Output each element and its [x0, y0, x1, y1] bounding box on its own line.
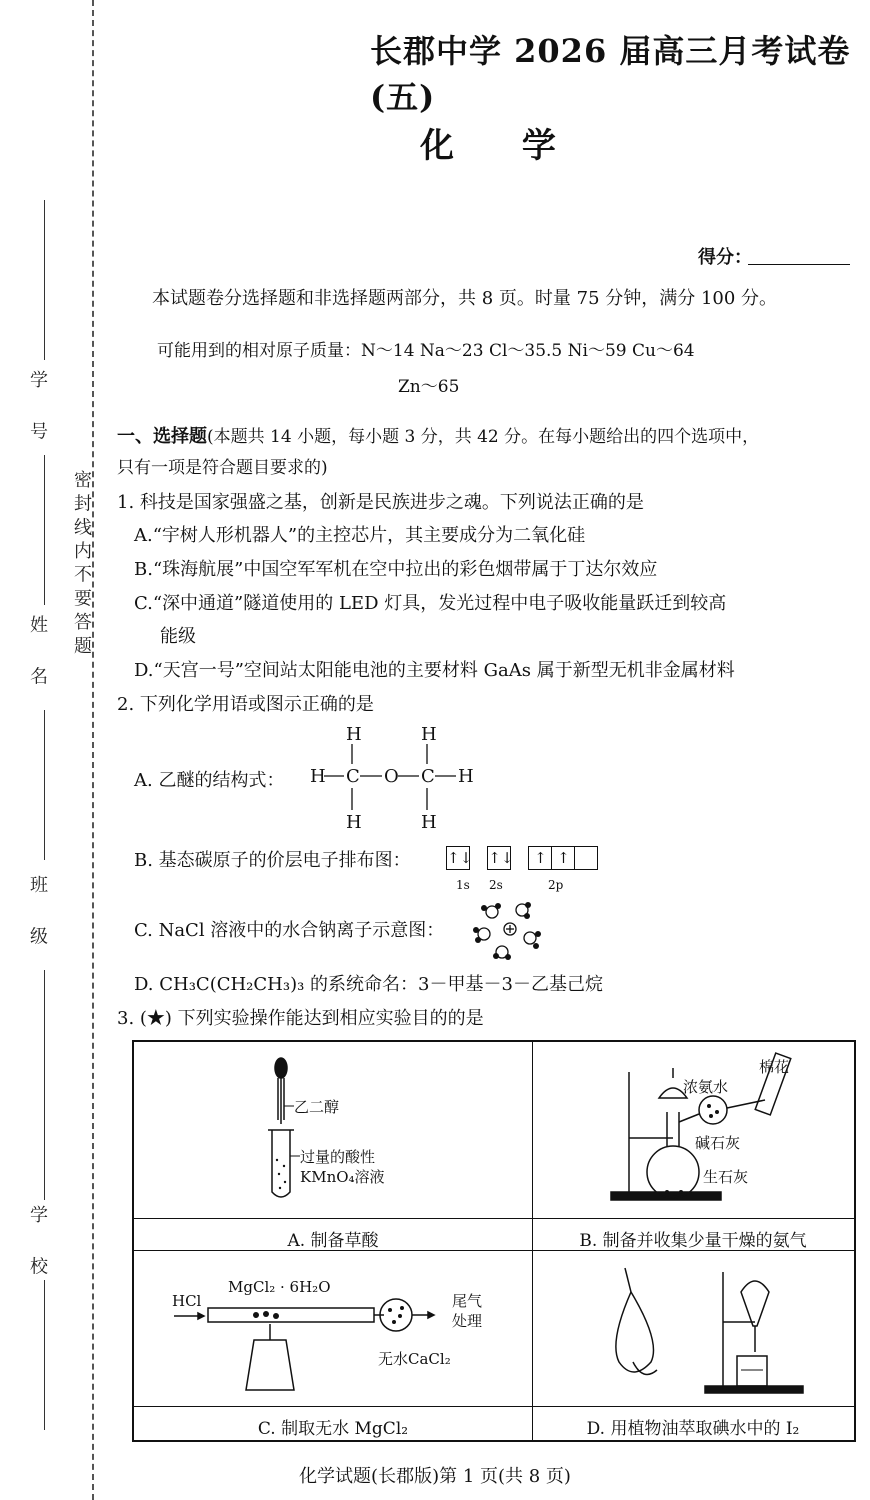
- name-field-line-2: [44, 710, 45, 860]
- q1-option-a: A.“宇树人形机器人”的主控芯片，其主要成分为二氧化硅: [134, 525, 586, 546]
- apparatus-c: [134, 1252, 532, 1404]
- h-left: H: [310, 766, 326, 787]
- score-blank[interactable]: [748, 264, 850, 265]
- orbital-label-1s: 1s: [456, 878, 470, 892]
- label-tail-gas: 尾气: [452, 1292, 483, 1310]
- intro-line-1: 本试题卷分选择题和非选择题两部分，共 8 页。时量 75 分钟，满分 100 分。: [152, 288, 778, 309]
- c-right: C: [421, 766, 435, 787]
- section-desc-2: 只有一项是符合题目要求的): [117, 458, 328, 478]
- seal-warning: 密 封 线 内 不 要 答 题: [71, 470, 92, 655]
- intro-line-3: Zn～65: [398, 377, 460, 397]
- field-school: 学 校: [27, 1205, 48, 1289]
- h-bottom-1: H: [346, 812, 362, 833]
- page-footer: 化学试题(长郡版)第 1 页(共 8 页): [299, 1466, 571, 1487]
- q2-option-b: B. 基态碳原子的价层电子排布图：: [134, 850, 411, 871]
- label-cotton: 棉花: [759, 1058, 790, 1076]
- q2-option-d: D. CH₃C(CH₂CH₃)₃ 的系统命名：3－甲基－3－乙基己烷: [134, 974, 603, 995]
- apparatus-d: [533, 1252, 853, 1404]
- caption-c: C. 制取无水 MgCl₂: [257, 1419, 409, 1439]
- label-conc-ammonia: 浓氨水: [683, 1078, 729, 1096]
- h-right: H: [458, 766, 474, 787]
- water-molecule-4: [524, 932, 536, 944]
- label-excess-acidic: 过量的酸性: [300, 1148, 376, 1166]
- school-field-line: [44, 1280, 45, 1430]
- h-bottom-2: H: [421, 812, 437, 833]
- orbital-2p-2: ↑: [551, 846, 575, 870]
- hydrated-sodium-ion-diagram: [470, 898, 550, 960]
- orbital-diagram: [446, 846, 597, 870]
- section-heading: 一、选择题: [117, 426, 207, 447]
- binding-dashed-line: [92, 0, 94, 1500]
- subject-title: 化 学: [420, 126, 584, 166]
- h-top-2: H: [421, 724, 437, 745]
- table-divider-3: [134, 1406, 854, 1407]
- label-quicklime: 生石灰: [703, 1168, 749, 1186]
- h-top-1: H: [346, 724, 362, 745]
- q3-stem: 3. (★) 下列实验操作能达到相应实验目的的是: [117, 1008, 484, 1029]
- q1-option-c-line2: 能级: [160, 626, 196, 647]
- orbital-label-2p: 2p: [548, 878, 564, 892]
- q2-option-a: A. 乙醚的结构式：: [134, 770, 285, 791]
- q1-option-c-line1: C.“深中通道”隧道使用的 LED 灯具，发光过程中电子吸收能量跃迁到较高: [134, 593, 727, 614]
- orbital-label-2s: 2s: [489, 878, 503, 892]
- orbital-1s: ↑↓: [446, 846, 470, 870]
- q1-option-d: D.“天宫一号”空间站太阳能电池的主要材料 GaAs 属于新型无机非金属材料: [134, 660, 735, 681]
- apparatus-a: [134, 1042, 532, 1218]
- orbital-2p-1: ↑: [528, 846, 552, 870]
- label-mgcl2-hydrate: MgCl₂ · 6H₂O: [228, 1278, 331, 1296]
- q1-stem: 1. 科技是国家强盛之基，创新是民族进步之魂。下列说法正确的是: [117, 492, 644, 513]
- label-hcl: HCl: [172, 1292, 202, 1310]
- field-name: 姓 名: [27, 615, 48, 699]
- table-divider-1: [134, 1218, 854, 1219]
- section-heading-line: [117, 424, 759, 450]
- o-center: O: [384, 766, 399, 787]
- q2-option-c: C. NaCl 溶液中的水合钠离子示意图：: [134, 920, 445, 941]
- experiment-table: [132, 1040, 856, 1442]
- label-kmno4: KMnO₄溶液: [300, 1168, 385, 1186]
- score-label: 得分：: [698, 247, 752, 268]
- label-treatment: 处理: [452, 1312, 483, 1330]
- id-field-line: [44, 200, 45, 360]
- name-field-line-1: [44, 455, 45, 605]
- caption-d: D. 用植物油萃取碘水中的 I₂: [586, 1419, 800, 1439]
- label-soda-lime: 碱石灰: [695, 1134, 741, 1152]
- apparatus-b: [533, 1042, 853, 1218]
- caption-b: B. 制备并收集少量干燥的氨气: [579, 1231, 807, 1251]
- label-anhydrous-cacl2: 无水CaCl₂: [378, 1350, 451, 1368]
- orbital-2s: ↑↓: [487, 846, 511, 870]
- exam-title: 长郡中学 2026 届高三月考试卷(五): [370, 32, 851, 116]
- field-class: 班 级: [27, 875, 48, 959]
- c-left: C: [346, 766, 360, 787]
- class-field-line: [44, 970, 45, 1200]
- caption-a: A. 制备草酸: [287, 1231, 379, 1251]
- ether-structure-formula: [306, 724, 486, 836]
- label-ethylene-glycol: 乙二醇: [294, 1098, 340, 1116]
- q1-option-b: B.“珠海航展”中国空军军机在空中拉出的彩色烟带属于丁达尔效应: [134, 559, 658, 580]
- field-student-id: 学 号: [27, 370, 48, 454]
- q2-stem: 2. 下列化学用语或图示正确的是: [117, 694, 374, 715]
- orbital-2p-3: [574, 846, 598, 870]
- intro-line-2: 可能用到的相对原子质量：N～14 Na～23 Cl～35.5 Ni～59 Cu～64: [157, 341, 695, 361]
- section-desc-1: (本题共 14 小题，每小题 3 分，共 42 分。在每小题给出的四个选项中，: [207, 427, 760, 447]
